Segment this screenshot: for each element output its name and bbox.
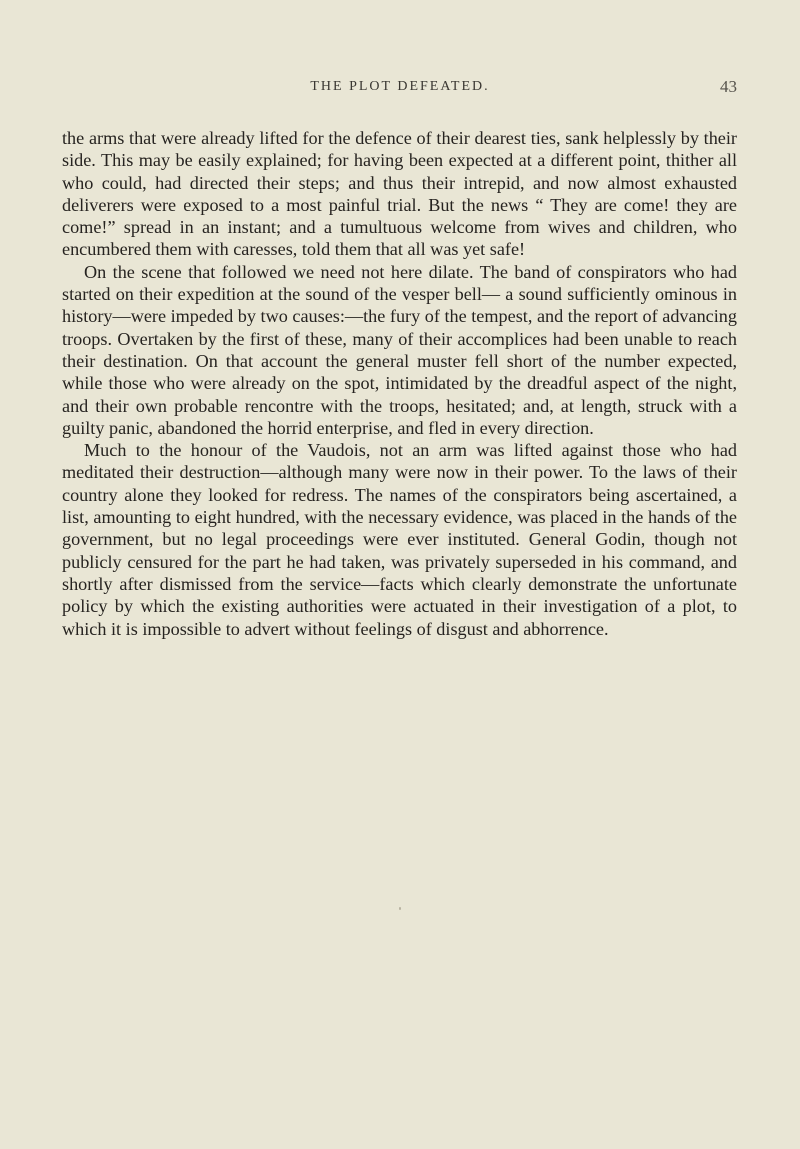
paragraph-continued: the arms that were already lifted for the defence of their dearest ties, sank helplessly by their side. This may be easily explained; for having been expected at a different point, thither all who could, had directed their steps; and thus their intrepid, and now almost exhausted deliverers were exposed to a most painful trial. But the news “ They are come! they are come!” spread in an instant; and a tumultuous welcome from wives and children, who encumbered them with caresses, told them that all was yet safe! bbox=[62, 128, 737, 260]
running-head bbox=[0, 79, 800, 101]
paragraph-vaudois: Much to the honour of the Vaudois, not an arm was lifted against those who had meditated their destruction—although many were now in their power. To the laws of their country alone they looked for redress. The names of the conspirators being ascertained, a list, amounting to eight hundred, with the necessary evidence, was placed in the hands of the government, but no legal proceedings were ever instituted. General Godin, though not publicly censured for the part he had taken, was privately superseded in his command, and shortly after dismissed from the service—facts which clearly demonstrate the unfortunate policy by which the existing authorities were actuated in their investigation of a plot, to which it is impossible to advert without feelings of disgust and abhorrence. bbox=[62, 440, 737, 639]
paper-speck bbox=[399, 907, 401, 910]
page-number: 43 bbox=[720, 77, 737, 96]
paragraph-scene: On the scene that followed we need not here dilate. The band of conspirators who had started on their expedition at the sound of the vesper bell— a sound sufficiently ominous in history—were impeded by two causes:—the fury of the tempest, and the report of advancing troops. Overtaken by the first of these, many of their accomplices had been unable to reach their destination. On that account the general muster fell short of the number expected, while those who were already on the spot, intimidated by the dreadful aspect of the night, and their own probable rencontre with the troops, hesitated; and, at length, struck with a guilty panic, abandoned the horrid enterprise, and fled in every direction. bbox=[62, 261, 737, 438]
body-text bbox=[62, 127, 737, 640]
running-title: THE PLOT DEFEATED. bbox=[310, 79, 490, 94]
